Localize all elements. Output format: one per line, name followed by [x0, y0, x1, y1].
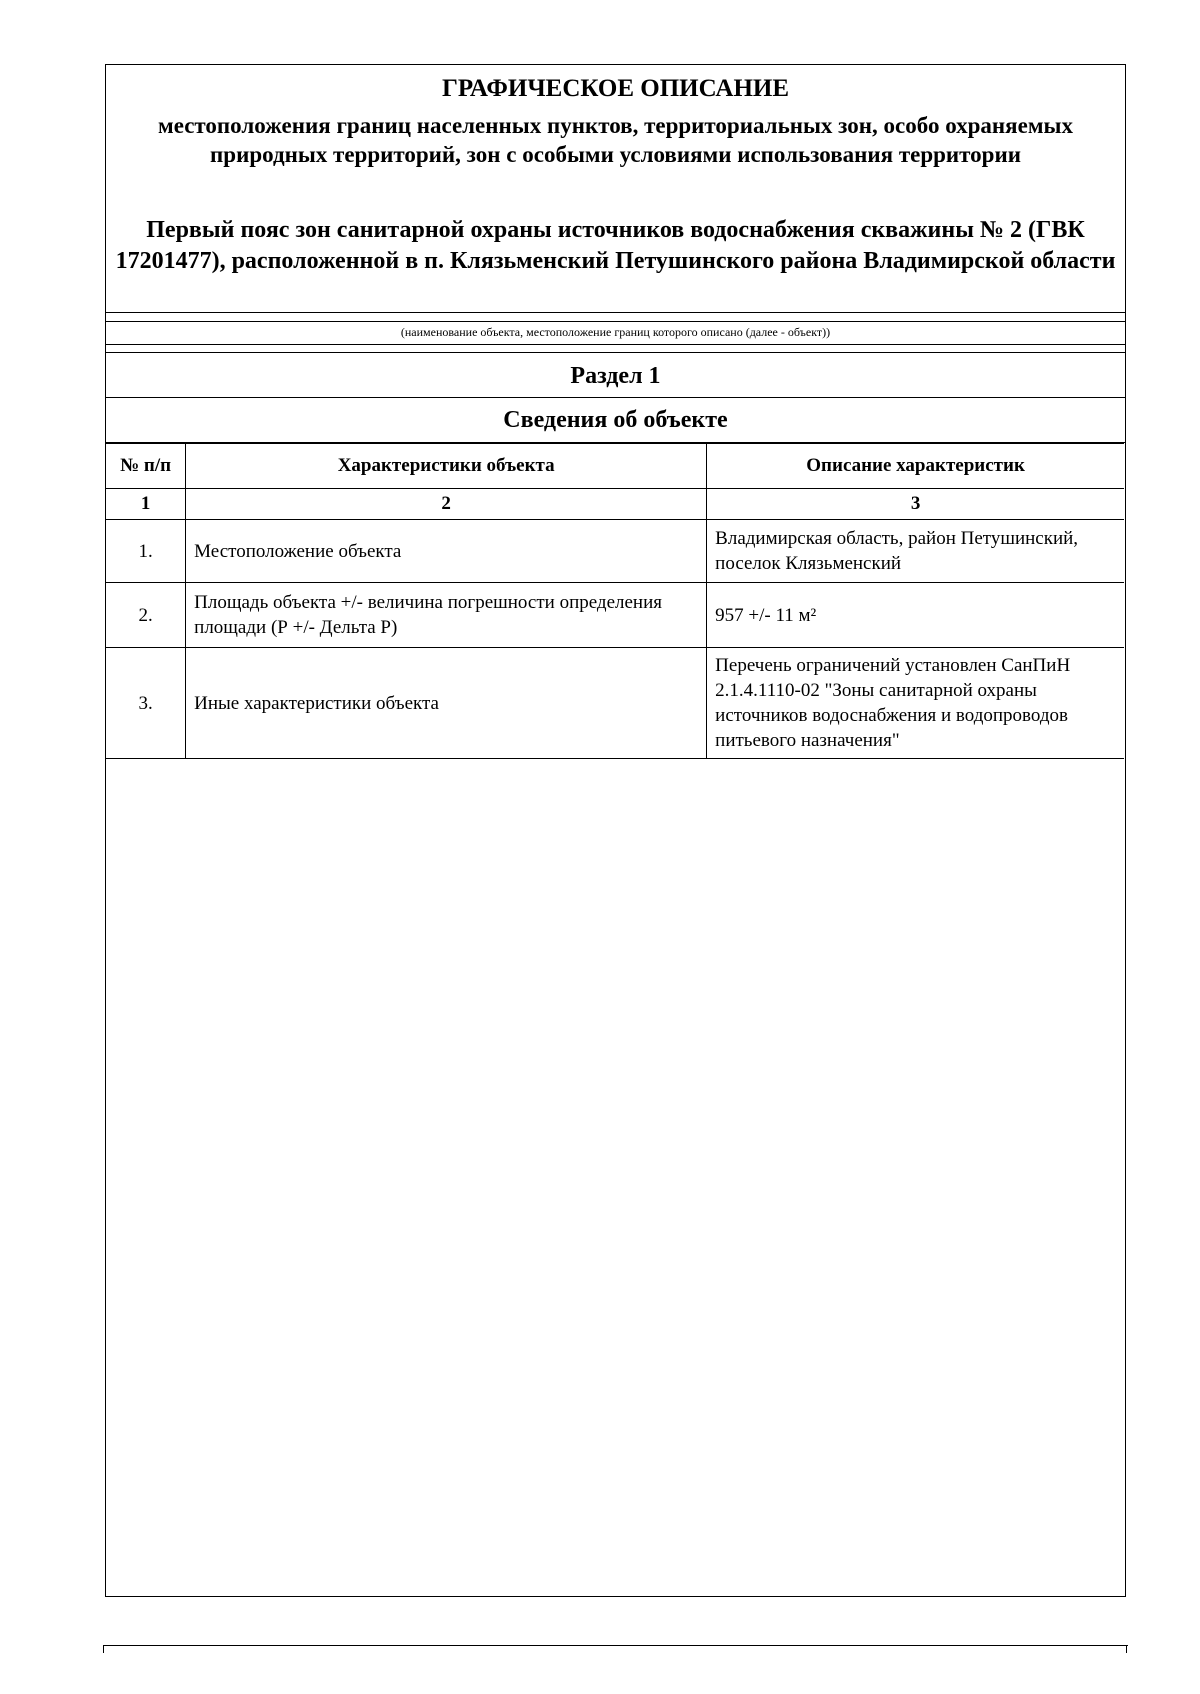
document-frame: [105, 64, 1126, 1597]
footer-divider-tick-left: [103, 1645, 104, 1653]
column-number: 1: [106, 489, 186, 520]
document-title: ГРАФИЧЕСКОЕ ОПИСАНИЕ: [441, 75, 790, 102]
footer-divider-tick-right: [1126, 1645, 1127, 1653]
table-row: [106, 648, 1124, 759]
object-name: Первый пояс зон санитарной охраны источников водоснабжения скважины № 2 (ГВК 17201477), расположенной в п. Клязьменский Петушинского района Владимирской области: [115, 217, 1116, 274]
header-characteristic: Характеристики объекта: [186, 444, 707, 489]
column-number-row: [106, 489, 1124, 520]
row-characteristic: Площадь объекта +/- величина погрешности определения площади (Р +/- Дельта Р): [186, 583, 707, 648]
object-caption: (наименование объекта, местоположение границ которого описано (далее - объект)): [106, 322, 1125, 345]
column-number: 3: [707, 489, 1124, 520]
header-band: [106, 313, 1125, 322]
section-label: Раздел 1: [106, 353, 1125, 398]
row-description: 957 +/- 11 м²: [707, 583, 1124, 648]
header-description: Описание характеристик: [707, 444, 1124, 489]
table-header-row: [106, 444, 1124, 489]
row-characteristic: Местоположение объекта: [186, 520, 707, 583]
row-characteristic: Иные характеристики объекта: [186, 648, 707, 759]
document-header: [106, 65, 1125, 313]
spacer-band: [106, 345, 1125, 353]
table-row: [106, 520, 1124, 583]
table-row: [106, 583, 1124, 648]
column-number: 2: [186, 489, 707, 520]
header-number: № п/п: [106, 444, 186, 489]
row-description: Владимирская область, район Петушинский, поселок Клязьменский: [707, 520, 1124, 583]
row-description: Перечень ограничений установлен СанПиН 2.1.4.1110-02 "Зоны санитарной охраны источников водоснабжения и водопроводов питьевого назначения": [707, 648, 1124, 759]
footer-divider: [103, 1645, 1128, 1646]
object-info-table: [106, 443, 1124, 759]
row-number: 3.: [106, 648, 186, 759]
section-heading: Сведения об объекте: [106, 398, 1125, 443]
row-number: 1.: [106, 520, 186, 583]
row-number: 2.: [106, 583, 186, 648]
document-subtitle: местоположения границ населенных пунктов, территориальных зон, особо охраняемых природных территорий, зон с особыми условиями использования территории: [158, 113, 1073, 167]
